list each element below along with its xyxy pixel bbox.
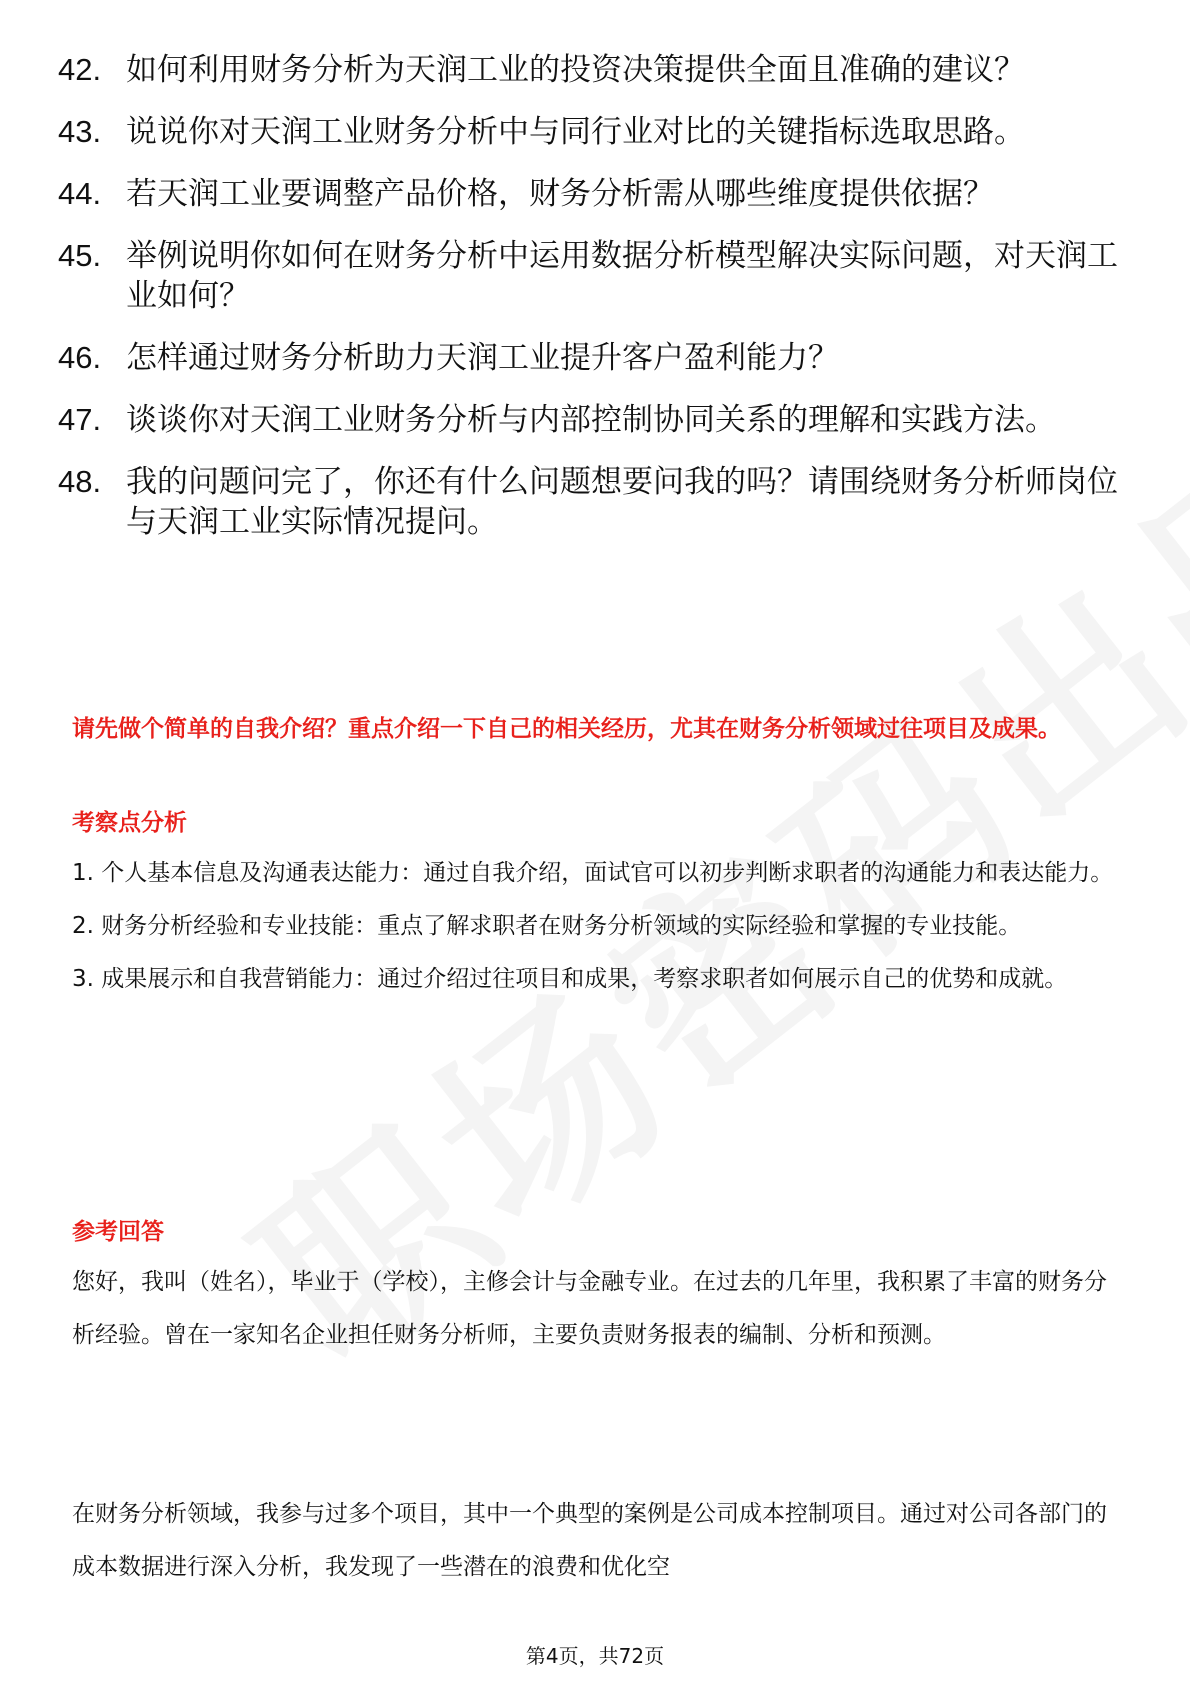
question-text: 如何利用财务分析为天润工业的投资决策提供全面且准确的建议？ [126,52,1025,88]
question-text: 怎样通过财务分析助力天润工业提升客户盈利能力？ [126,340,839,376]
question-number: 42. [58,52,102,87]
analysis-points [72,847,1122,1006]
answer-paragraph: 您好，我叫（姓名），毕业于（学校），主修会计与金融专业。在过去的几年里，我积累了丰富的财务分析经验。曾在一家知名企业担任财务分析师，主要负责财务报表的编制、分析和预测。 [72,1269,1107,1348]
question-number: 45. [58,238,102,273]
question-text: 举例说明你如何在财务分析中运用数据分析模型解决实际问题，对天润工业如何？ [126,238,1118,314]
analysis-point: 2. 财务分析经验和专业技能：重点了解求职者在财务分析领域的实际经验和掌握的专业技能。 [72,913,1022,939]
question-number: 48. [58,464,102,499]
question-text: 说说你对天润工业财务分析中与同行业对比的关键指标选取思路。 [126,114,1025,150]
question-text: 谈谈你对天润工业财务分析与内部控制协同关系的理解和实践方法。 [126,402,1056,438]
list-item [58,400,1128,440]
analysis-point: 1. 个人基本信息及沟通表达能力：通过自我介绍，面试官可以初步判断求职者的沟通能力和表达能力。 [72,860,1114,886]
list-item [58,338,1128,378]
analysis-heading: 考察点分析 [72,810,187,836]
list-item [58,462,1128,542]
list-item [58,236,1128,316]
question-number: 47. [58,402,102,437]
list-item [58,174,1128,214]
question-list [58,50,1128,564]
question-number: 46. [58,340,102,375]
featured-question: 请先做个简单的自我介绍？重点介绍一下自己的相关经历，尤其在财务分析领域过往项目及成果。 [72,716,1061,742]
answer-heading: 参考回答 [72,1219,164,1245]
question-text: 若天润工业要调整产品价格，财务分析需从哪些维度提供依据？ [126,176,994,212]
question-number: 44. [58,176,102,211]
question-text: 我的问题问完了，你还有什么问题想要问我的吗？请围绕财务分析师岗位与天润工业实际情况提问。 [126,464,1118,540]
list-item [58,50,1128,90]
list-item [58,112,1128,152]
answer-paragraph: 在财务分析领域，我参与过多个项目，其中一个典型的案例是公司成本控制项目。通过对公司各部门的成本数据进行深入分析，我发现了一些潜在的浪费和优化空 [72,1501,1107,1580]
question-number: 43. [58,114,102,149]
page-footer: 第4页，共72页 [525,1644,665,1668]
analysis-point: 3. 成果展示和自我营销能力：通过介绍过往项目和成果，考察求职者如何展示自己的优势和成就。 [72,966,1068,992]
